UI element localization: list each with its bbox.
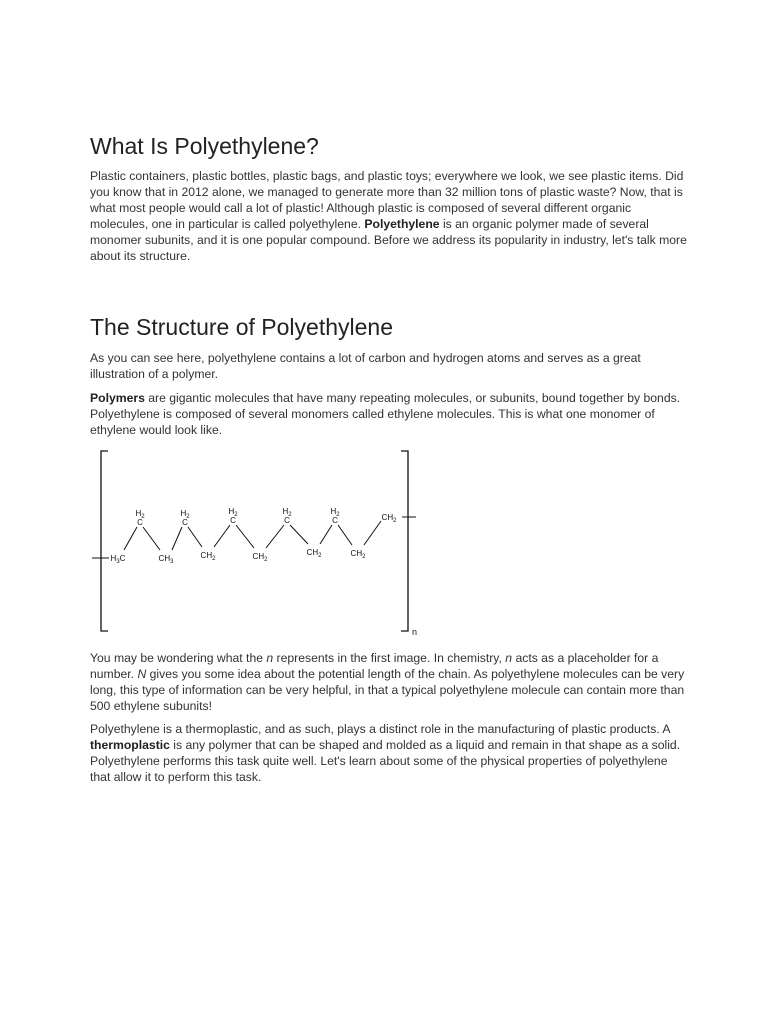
bond-up-4	[320, 525, 332, 544]
term-polymers: Polymers	[90, 391, 145, 405]
polyethylene-structure-diagram	[90, 446, 430, 642]
top-h2-label-3: $H_2$	[282, 507, 292, 518]
n-text-b: represents in the first image. In chemistry,	[273, 651, 506, 665]
bond-up-3	[266, 525, 284, 548]
thermoplastic-paragraph	[90, 721, 690, 785]
bottom-group-2: $CH_2$	[200, 551, 216, 562]
bond-down-0	[143, 527, 160, 550]
bond-up-2	[214, 525, 230, 547]
top-h2-label-1: $H_2$	[180, 509, 190, 520]
n-italic-1: n	[266, 651, 274, 665]
end-group-label: $CH_2$	[381, 513, 397, 524]
repeat-label-n: n	[412, 627, 418, 637]
heading-what-is-polyethylene: What Is Polyethylene?	[90, 133, 319, 159]
bottom-group-0: $H_3C$	[110, 554, 126, 565]
n-text-d: gives you some idea about the potential length of the chain. As polyethylene molecules can be very long, this type of information can be very helpful, in that a typical polyethylene molecule can contain more than 500 ethylene subunits!	[90, 667, 685, 713]
bond-up-0	[124, 527, 137, 550]
intro-paragraph	[90, 168, 690, 264]
bond-end	[364, 521, 381, 545]
top-carbon-label-3: C	[284, 516, 290, 525]
n-italic-3: N	[137, 667, 147, 681]
bond-down-3	[290, 525, 308, 544]
carbon-chain	[111, 507, 398, 565]
intro-text-a: Plastic containers, plastic bottles, plastic bags, and plastic toys; everywhere we look, we see plastic items. Did you know that in 2012 alone, we managed to generate more than 32 million tons of plastic waste? Now, that is what most people would call a lot of plastic! Although plastic is composed of several different organic molecules, one in particular is called polyethylene.	[90, 169, 684, 231]
term-polyethylene: Polyethylene	[364, 217, 440, 231]
bond-up-1	[172, 527, 182, 550]
thermo-text-b: is any polymer that can be shaped and molded as a liquid and remain in that shape as a solid. Polyethylene performs this task quite well. Let's learn about some of the physical properties of polyethylene that allow it to perform this task.	[90, 738, 681, 784]
top-h2-label-0: $H_2$	[135, 509, 145, 520]
top-carbon-label-1: C	[182, 518, 188, 527]
top-carbon-label-2: C	[230, 516, 236, 525]
bond-down-4	[338, 525, 352, 545]
n-paragraph	[90, 650, 690, 714]
intro-text-b: is an organic polymer made of several monomer subunits, and it is one popular compound. Before we address its popularity in industry, let's talk more about its structure.	[90, 217, 687, 263]
bond-down-2	[236, 525, 254, 548]
polymers-text: are gigantic molecules that have many repeating molecules, or subunits, bound together by bonds. Polyethylene is composed of several monomers called ethylene molecules. This is what one monomer of ethylene would look like.	[90, 391, 681, 437]
left-bracket	[101, 451, 108, 631]
term-thermoplastic: thermoplastic	[90, 738, 170, 752]
heading-structure: The Structure of Polyethylene	[90, 314, 393, 340]
structure-intro-paragraph: As you can see here, polyethylene contains a lot of carbon and hydrogen atoms and serves as a great illustration of a polymer.	[90, 351, 641, 381]
bond-down-1	[188, 527, 202, 547]
bottom-group-4: $CH_2$	[306, 548, 322, 559]
n-italic-2: n	[505, 651, 513, 665]
n-text-c: acts as a placeholder for a number.	[90, 651, 659, 681]
top-carbon-label-0: C	[137, 518, 143, 527]
top-h2-label-4: $H_2$	[330, 507, 340, 518]
bottom-group-1: $CH_3$	[158, 554, 174, 565]
top-carbon-label-4: C	[332, 516, 338, 525]
n-text-a: You may be wondering what the	[90, 651, 267, 665]
right-bracket	[401, 451, 408, 631]
top-h2-label-2: $H_2$	[228, 507, 238, 518]
polymers-paragraph	[90, 390, 690, 438]
bottom-group-5: $CH_2$	[350, 549, 366, 560]
thermo-text-a: Polyethylene is a thermoplastic, and as such, plays a distinct role in the manufacturing of plastic products. A	[90, 722, 670, 736]
bottom-group-3: $CH_2$	[252, 552, 268, 563]
